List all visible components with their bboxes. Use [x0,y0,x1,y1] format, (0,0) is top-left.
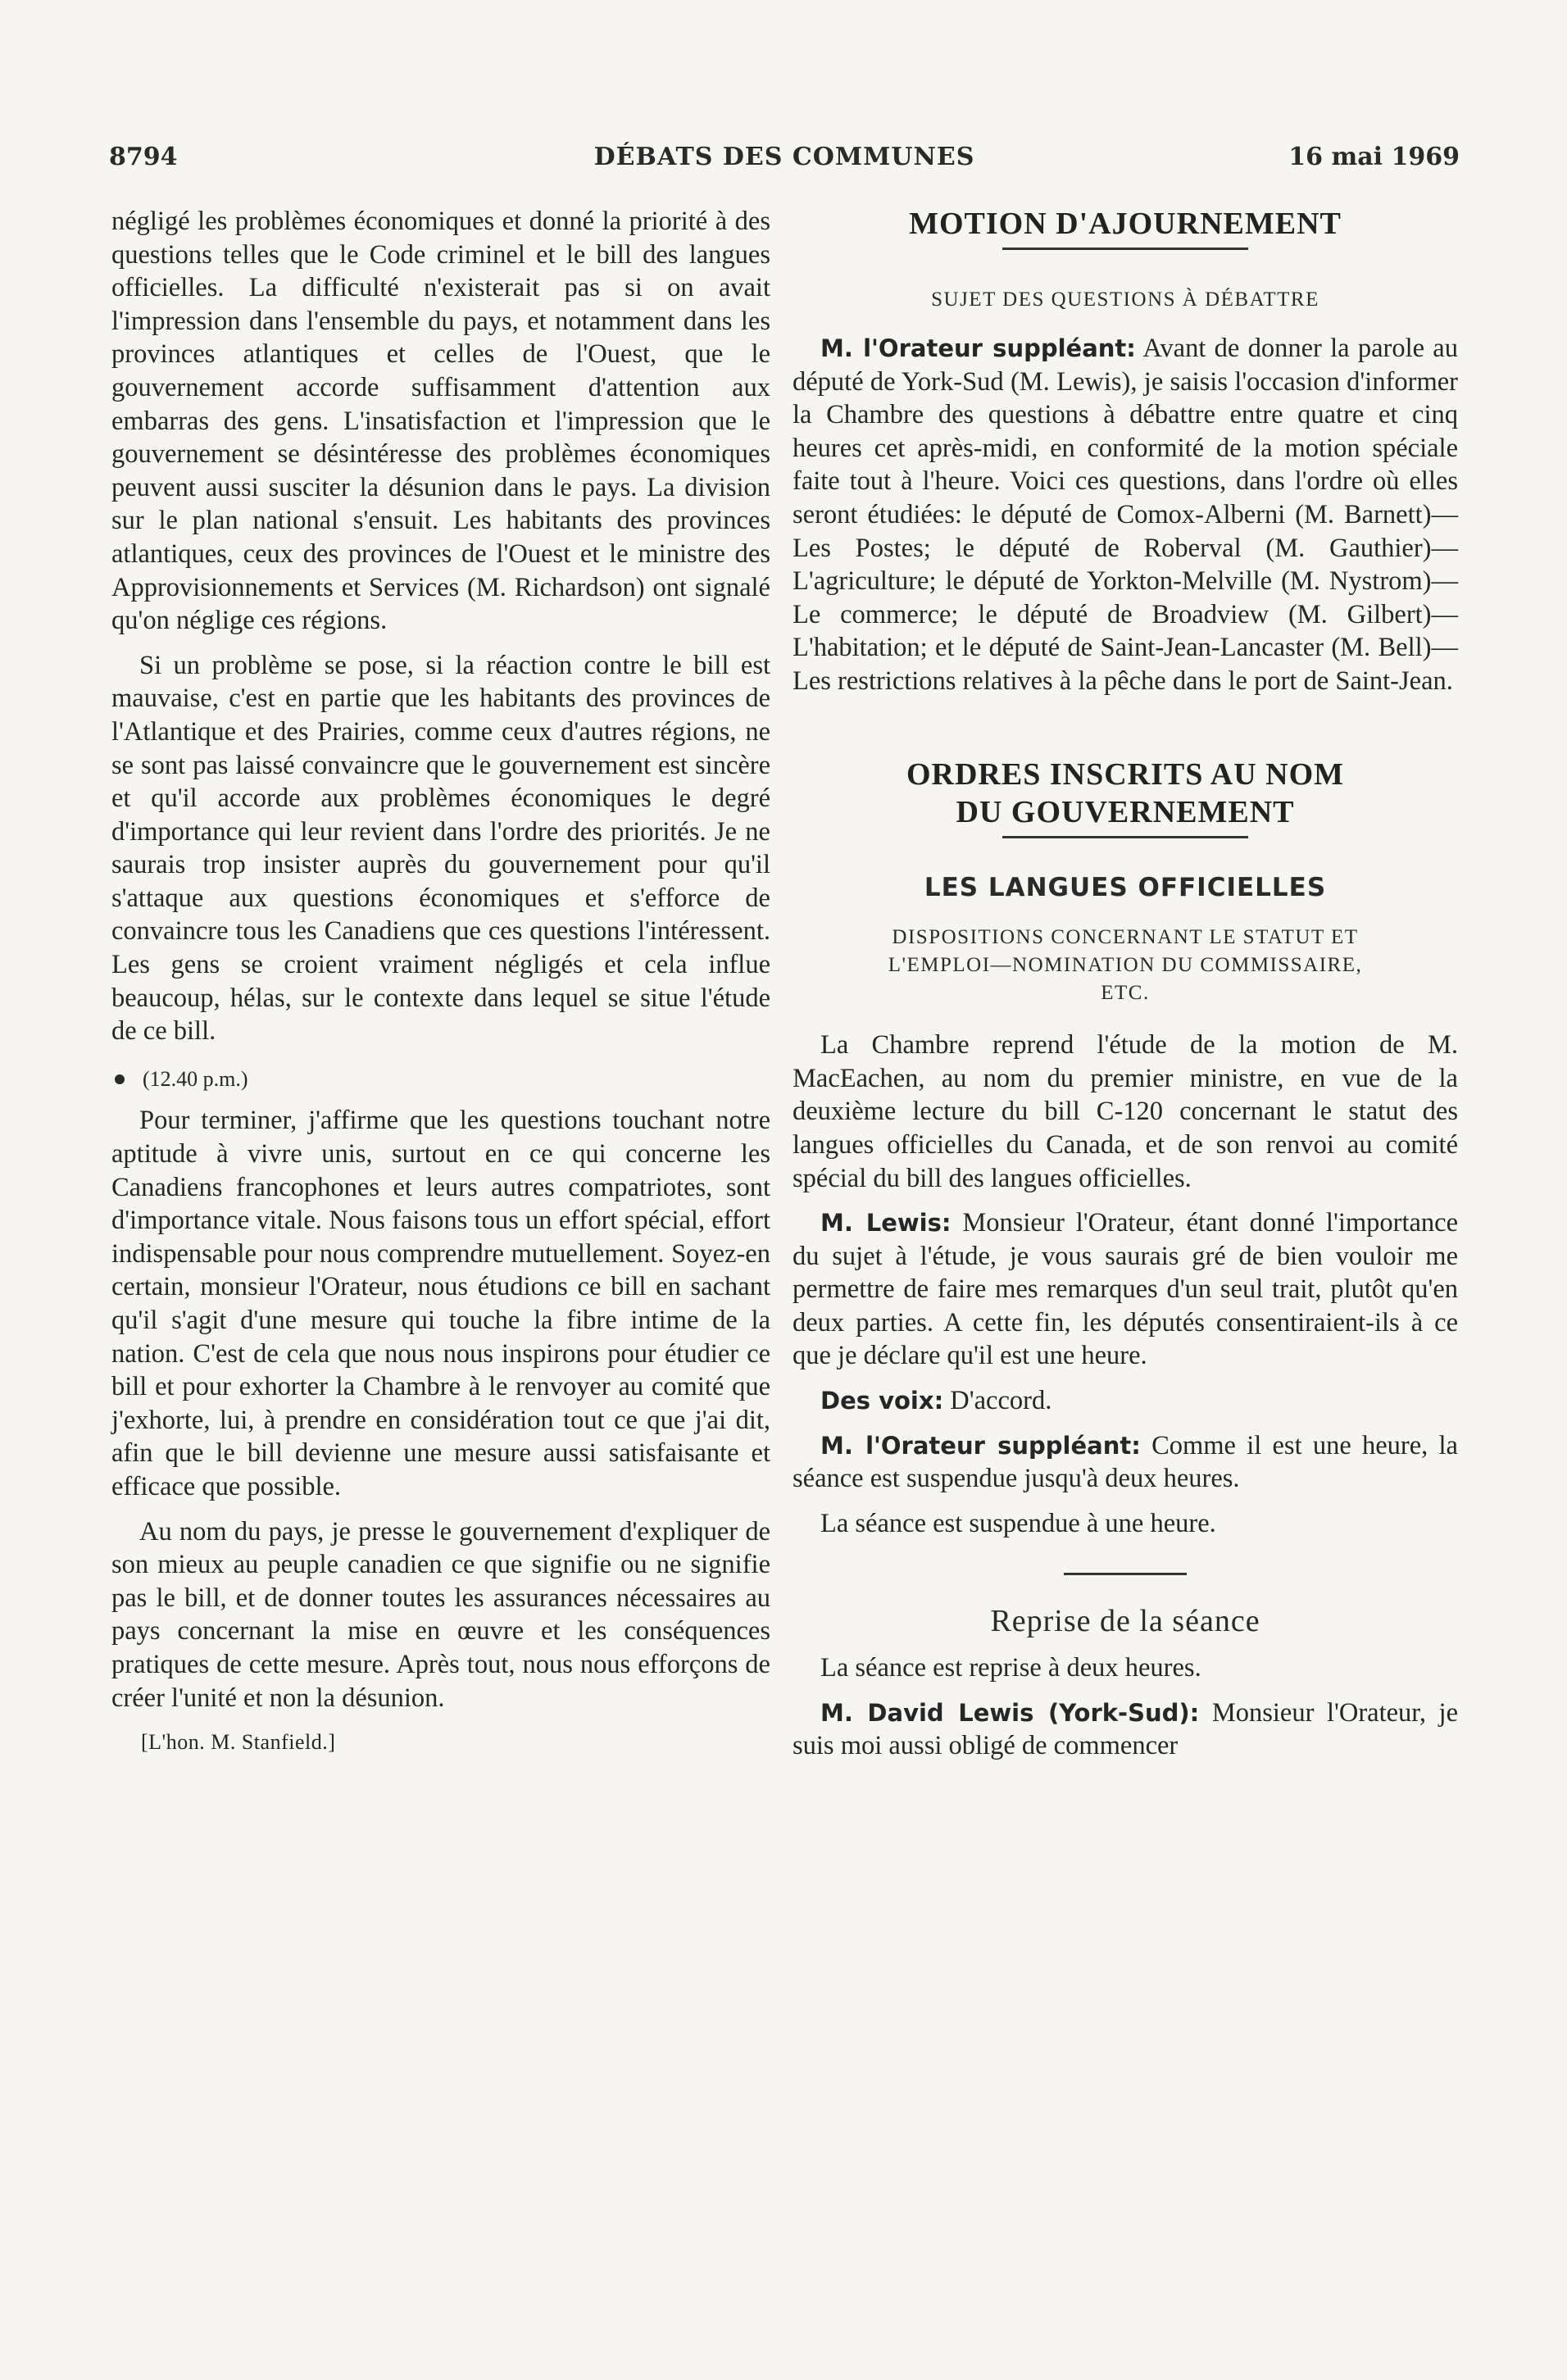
paragraph: La Chambre reprend l'étude de la motion de M. MacEachen, au nom du premier ministre, en vue de la deuxième lecture du bill C-120 concernant le statut des langues officielles du Canada, et de son renvoi au comité spécial du bill des langues officielles. [793,1030,1458,1193]
paragraph: Au nom du pays, je presse le gouvernement d'expliquer de son mieux au peuple canadien ce que signifie ou ne signifie pas le bill, et de donner toutes les assurances nécessaires au pays concernant la mise en œuvre et les conséquences pratiques de cette mesure. Après tout, nous nous efforçons de créer l'unité et non la désunion. [111,1516,770,1713]
speaker-name: M. l'Orateur suppléant: [820,334,1136,362]
speaker-name: Des voix: [820,1387,944,1415]
provisions-line: L'EMPLOI—NOMINATION DU COMMISSAIRE, [888,954,1363,977]
speech-text: D'accord. [943,1386,1052,1416]
paragraph [793,332,1458,698]
heading-rule [1002,248,1248,250]
speaker-attribution: [L'hon. M. Stanfield.] [141,1730,336,1755]
timestamp-text: (12.40 p.m.) [143,1066,248,1091]
paragraph [793,1429,1458,1496]
paragraph: Si un problème se pose, si la réaction contre le bill est mauvaise, c'est en partie que les habitants des provinces de l'Atlantique et des Prairies, comme ceux d'autres régions, ne se sont pas laissé convaincre que le gouvernement est sincère et qu'il accorde aux problèmes économiques le degré d'importance qui leur revient dans l'ordre des priorités. Je ne saurais trop insister auprès du gouvernement pour qu'il s'attaque aux questions économiques et s'efforce de convaincre tous les Canadiens que ces questions l'intéressent. Les gens se croient vraiment négligés et cela influe beaucoup, hélas, sur le contexte dans lequel se situe l'étude de ce bill. [111,650,770,1047]
section-divider [1064,1573,1187,1575]
speech-text: Avant de donner la parole au député de York-Sud (M. Lewis), je saisis l'occasion d'informer la Chambre des questions à débattre entre quatre et cinq heures cet après-midi, en conformité de la motion spéciale faite tout à l'heure. Voici ces questions, dans l'ordre où elles seront étudiées: le député de Comox-Alberni (M. Barnett)—Les Postes; le député de Roberval (M. Gauthier)—L'agriculture; le député de Yorkton-Melville (M. Nystrom)—Le commerce; le député de Broadview (M. Gilbert)—L'habitation; et le député de Saint-Jean-Lancaster (M. Bell)—Les restrictions relatives à la pêche dans le port de Saint-Jean. [793,334,1458,696]
publication-title: DÉBATS DES COMMUNES [593,143,975,171]
speaker-name: M. David Lewis (York-Sud): [820,1698,1200,1727]
bullet-icon [115,1074,125,1084]
timestamp [111,1063,770,1097]
subheading: SUJET DES QUESTIONS À DÉBATTRE [931,288,1319,311]
heading-rule [1002,836,1248,838]
paragraph [793,1696,1458,1763]
speaker-name: M. Lewis: [820,1209,952,1238]
section-heading: Reprise de la séance [990,1604,1260,1639]
paragraph: La séance est reprise à deux heures. [820,1653,1201,1683]
page-date: 16 mai 1969 [1288,143,1460,171]
paragraph [793,1384,1458,1418]
speech-text: Comme il est une heure, la séance est suspendue jusqu'à deux heures. [793,1430,1458,1494]
paragraph: La séance est suspendue à une heure. [820,1508,1216,1538]
section-heading: ORDRES INSCRITS AU NOM [906,756,1345,792]
section-heading: DU GOUVERNEMENT [956,794,1295,829]
provisions-heading [793,924,1458,1007]
paragraph: Pour terminer, j'affirme que les questions touchant notre aptitude à vivre unis, surtout en ce qui concerne les Canadiens francophones et leurs autres compatriotes, sont d'importance vitale. Nous faisons tous un effort spécial, effort indispensable pour nous comprendre mutuellement. Soyez-en certain, monsieur l'Orateur, nous étudions ce bill en sachant qu'il s'agit d'une mesure qui touche la fibre intime de la nation. C'est de cela que nous nous inspirons pour étudier ce bill et pour exhorter la Chambre à le renvoyer au comité que j'exhorte, lui, à prendre en considération tout ce que j'ai dit, afin que le bill devienne une mesure aussi satisfaisante et efficace que possible. [111,1106,770,1501]
section-heading: MOTION D'AJOURNEMENT [909,207,1342,241]
right-column [793,205,1458,1763]
left-column [111,205,770,1760]
paragraph: négligé les problèmes économiques et donné la priorité à des questions telles que le Code criminel et le bill des langues officielles. La difficulté n'existerait pas si on avait l'impression dans l'ensemble du pays, et notamment dans les provinces atlantiques et celles de l'Ouest, que le gouvernement accorde suffisamment d'attention aux embarras des gens. L'insatisfaction et l'impression que le gouvernement se désintéresse des problèmes économiques peuvent aussi susciter la désunion dans le pays. La division sur le plan national s'ensuit. Les habitants des provinces atlantiques, ceux des provinces de l'Ouest et le ministre des Approvisionnements et Services (M. Richardson) ont signalé qu'on néglige ces régions. [111,207,770,636]
paragraph [793,1206,1458,1373]
subject-heading: LES LANGUES OFFICIELLES [924,872,1327,902]
page-number: 8794 [109,143,178,171]
provisions-line: ETC. [1101,982,1150,1005]
speech-text: Monsieur l'Orateur, étant donné l'importance du sujet à l'étude, je vous saurais gré de bien vouloir me permettre de faire mes remarques d'un seul trait, plutôt qu'en deux parties. A cette fin, les députés consentiraient-ils à ce que je déclare qu'il est une heure. [793,1208,1459,1371]
speech-text: Monsieur l'Orateur, je suis moi aussi obligé de commencer [793,1697,1458,1761]
page-header [109,138,1460,179]
provisions-line: DISPOSITIONS CONCERNANT LE STATUT ET [892,926,1359,949]
speaker-name: M. l'Orateur suppléant: [820,1431,1141,1460]
